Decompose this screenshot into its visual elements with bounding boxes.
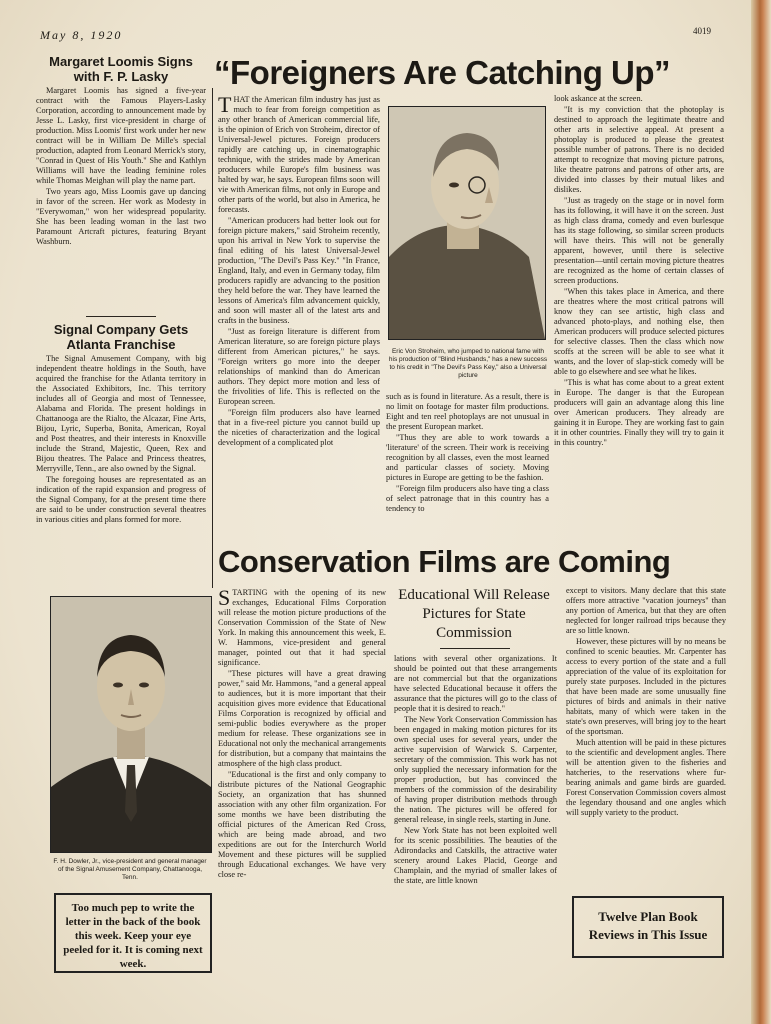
conservation-paragraph: Much attention will be paid in these pictures to the scientific and development angles. There will be attention given to the fisheries and hatcheries, to the reservations where fur-bearing animals and game birds are guarded. Forest Conservation Commission covers almost the legendary thousand and one angles which will supply variety to the product. <box>566 738 726 817</box>
foreigners-column-1 <box>218 95 380 539</box>
signal-headline: Signal Company Gets Atlanta Franchise <box>53 322 189 352</box>
column-rule <box>212 88 213 588</box>
foreigners-headline: “Foreigners Are Catching Up” <box>214 54 671 91</box>
conservation-paragraph: TARTING with the opening of its new exchanges, Educational Films Corporation will release the motion picture productions of the Conservation Commission of the State of New York. In making this announcement this week, E. W. Hammons, vice-president and general manager, pointed out that it had special significance. <box>218 588 386 667</box>
foreigners-paragraph: "Foreign film producers also have ting a class of select patronage that in this country has a tendency to <box>386 484 549 513</box>
loomis-paragraph: Two years ago, Miss Loomis gave up dancing in favor of the screen. Her work as Modesty in "Everywoman," won her widespread popularity. She has been leading woman in the last two Paramount Artcraft pictures, featuring Bryant Washburn. <box>36 187 206 246</box>
foreigners-paragraph: "This is what has come about to a great extent in Europe. The danger is that the European producers will gain an advantage along this line over American producers. They already are gaining it in Europe. They are working fast to gain it in other countries. Finally they will try to gain it in this country." <box>554 378 724 447</box>
foreigners-column-2 <box>386 392 549 539</box>
foreigners-paragraph: "Foreign film producers also have learned that in a five-reel picture you cannot build up the niceties of characterization and the logical development of a complicated plot <box>218 408 380 447</box>
signal-paragraph: The foregoing houses are representated as an indication of the rapid expansion and progress of the Signal Company, for at the present time there are said to be under construction several theatres in various cities and plans formed for more. <box>36 475 206 524</box>
plan-book-box: Twelve Plan Book Reviews in This Issue <box>572 896 724 958</box>
foreigners-paragraph: "It is my conviction that the photoplay is destined to approach the legitimate theatre and other arts in selective appeal. At present a photoplay is produced to please the greatest possible number of patrons. There is no decided attempt to recognize that moving picture patrons, like theatre patrons and patrons of other arts, are divided into classes by their mutual likes and dislikes. <box>554 105 724 194</box>
foreigners-paragraph: look askance at the screen. <box>554 94 643 103</box>
conservation-paragraph: The New York Conservation Commission has been engaged in making motion pictures for its own special uses for several years, under the active supervision of Warwick S. Carpenter, secretary of the commission. This work has not only supplied the necessary information for the proper production, but has convinced the members of the commission of the desirability of having proper distribution methods through the nation. The pictures will be offered for general release, in single reels, starting in June. <box>394 715 557 824</box>
signal-article <box>36 354 206 588</box>
foreigners-column-3 <box>554 94 724 539</box>
conservation-paragraph: However, these pictures will by no means be confined to scenic beauties. Mr. Carpenter has access to every portion of the state and a full appreciation of the value of its exploitation for purely state purposes. Included in the pictures that have been made are some unusually fine pictures of birds and animals in their native habitats, many of which were taken in the state's own preserves, will bring joy to the heart of the sportsman. <box>566 637 726 736</box>
drop-cap: T <box>218 95 232 117</box>
foreigners-paragraph: "American producers had better look out for foreign picture makers," said Stroheim recently, upon his arrival in New York to supervise the final editing of his latest Universal-Jewel production, "The Devil's Pass Key." "In France, England, Italy, and even in Germany today, film producers rapidly are advancing to the position they held before the war. They have learned the lessons of America's film advancement quickly, and soon will master all of the latest arts and crafts in the business. <box>218 216 380 325</box>
conservation-paragraph: "Educational is the first and only company to distribute pictures of the National Geographic Society, an organization that has shunned association with any other film organization. For some months we have been distributing the official pictures of the American Red Cross, which are being made abroad, and two expeditions are out for the Interchurch World Movement and these pictures will be supplied through Educational exchanges. We have very close re- <box>218 770 386 879</box>
loomis-article <box>36 86 206 312</box>
divider <box>86 316 156 317</box>
foreigners-paragraph: "Thus they are able to work towards a 'literature' of the screen. Their work is receiving recognition by all classes, even the most learned and particular classes of society. Moving pictures in Europe are getting to be the fashion. <box>386 433 549 482</box>
dowler-caption: F. H. Dowler, Jr., vice-president and general manager of the Signal Amusement Company, Chattanooga, Tenn. <box>53 858 207 881</box>
letter-notice-box: Too much pep to write the letter in the back of the book this week. Keep your eye peeled for it. It is coming next week. <box>54 893 212 973</box>
stroheim-caption: Eric Von Stroheim, who jumped to national fame with his production of "Blind Husbands," has a new success to his credit in "The Devil's Pass Key," also a Universal picture <box>388 348 548 379</box>
page-number: 4019 <box>693 26 711 36</box>
foreigners-paragraph: such as is found in literature. As a result, there is no limit on footage for master film productions. Eight and ten reel photoplays are not unusual in the present European market. <box>386 392 549 431</box>
loomis-paragraph: Margaret Loomis has signed a five-year contract with the Famous Players-Lasky Corporation, according to announcement made by Jesse L. Lasky, first vice-president in charge of production. Miss Loomis' first work under her new contract will be in William De Mille's special production, adapted from Leonard Merrick's story, "Conrad in Quest of His Youth." She and Kathlyn Williams will have the leading feminine roles while Thomas Meighan will play the name part. <box>36 86 206 185</box>
conservation-paragraph: "These pictures will have a great drawing power," said Mr. Hammons, "and a general appeal to audiences, but it is more important that their acquisition gives more evidence that Educational Films Corporation is recognized by official and semi-public bodies everywhere as the proper medium for release. These organizations see in Educational not only the mechanical arrangements for distribution, but a company that maintains the atmosphere of the high class product. <box>218 669 386 768</box>
foreigners-paragraph: "Just as tragedy on the stage or in novel form has its following, it will have it on the screen. Just as high class drama, comedy and even burlesque has its stage following, so similar screen products will have theirs. This will not be generally apparent, however, until there is selective presentation—until certain moving picture theatres are recognized as the home of certain classes of screen productions. <box>554 196 724 285</box>
portrait-illustration <box>389 107 545 339</box>
stroheim-photo <box>388 106 546 340</box>
conservation-paragraph: lations with several other organizations. It should be pointed out that these arrangements are not commercial but that the organizations have selected Educational because it offers the assurance that the pictures will go to the class of people that it is desired to reach." <box>394 654 557 713</box>
signal-paragraph: The Signal Amusement Company, with big independent theatre holdings in the South, have acquired the franchise for the Atlanta territory in the Associated Exhibitors, Inc. This territory includes all of Georgia and most of Tennessee, Alabama and Florida. The present holdings in Chattanooga are the Rialto, the Alcazar, Fine Arts, Bijou, Lyric, Superba, Bonita, American, Royal and Post theatres, and their interests in Knoxville include the Strand, Majestic, Queen, Rex and Bijou theatres. The Palace and Princess theatres, Merryville, Tenn., are also owned by the Signal. <box>36 354 206 473</box>
conservation-paragraph: New York State has not been exploited well for its scenic possibilities. The beauties of the Adirondacks and Catskills, the attractive water scenery around Lakes Placid, George and Champlain, and the myriad of smaller lakes of the state, are little known <box>394 826 557 885</box>
drop-cap: S <box>218 588 231 610</box>
conservation-column-1 <box>218 588 386 974</box>
portrait-illustration <box>51 597 211 852</box>
loomis-headline: Margaret Loomis Signs with F. P. Lasky <box>49 54 193 84</box>
divider <box>440 648 510 649</box>
issue-date: May 8, 1920 <box>40 28 123 42</box>
conservation-column-2 <box>394 654 557 974</box>
page-edge <box>751 0 771 1024</box>
conservation-column-3 <box>566 586 726 886</box>
foreigners-paragraph: "When this takes place in America, and there are theatres where the most critical patrons will know they can see artistic, high class and advanced photo-plays, and nothing else, then American producers will produce selected pictures for selective classes. Then the class which now scoffs at the screen will be able to see what it wants, and the lover of slap-stick comedy will be able to go elsewhere and see what he likes. <box>554 287 724 376</box>
conservation-subheadline: Educational Will Release Pictures for State Commission <box>398 587 550 641</box>
foreigners-paragraph: "Just as foreign literature is different from American literature, so are foreign picture plays different from American pictures," he says. "Foreign writers go more into the deeper relationships of mankind than do American authors. They depict more motion and less of the frivolities of life. This is reflected on the European screen. <box>218 327 380 406</box>
conservation-headline: Conservation Films are Coming <box>218 544 671 579</box>
dowler-photo <box>50 596 212 853</box>
conservation-paragraph: except to visitors. Many declare that this state offers more attractive "vacation journeys" than any portion of America, but that they are often neglected for longer railroad trips because they are so little known. <box>566 586 726 635</box>
foreigners-paragraph: HAT the American film industry has just as much to fear from foreign competition as any other branch of American commercial life, is the opinion of Erich von Stroheim, director of Universal-Jewel pictures. Foreign producers rapidly are catching up, in cinematographic technique, with the strides made by American producers while Europe's film business was halted by war, he says. European films soon will vie with American films, not only in Europe and other parts of the world, but also in America, he forecasts. <box>218 95 380 214</box>
